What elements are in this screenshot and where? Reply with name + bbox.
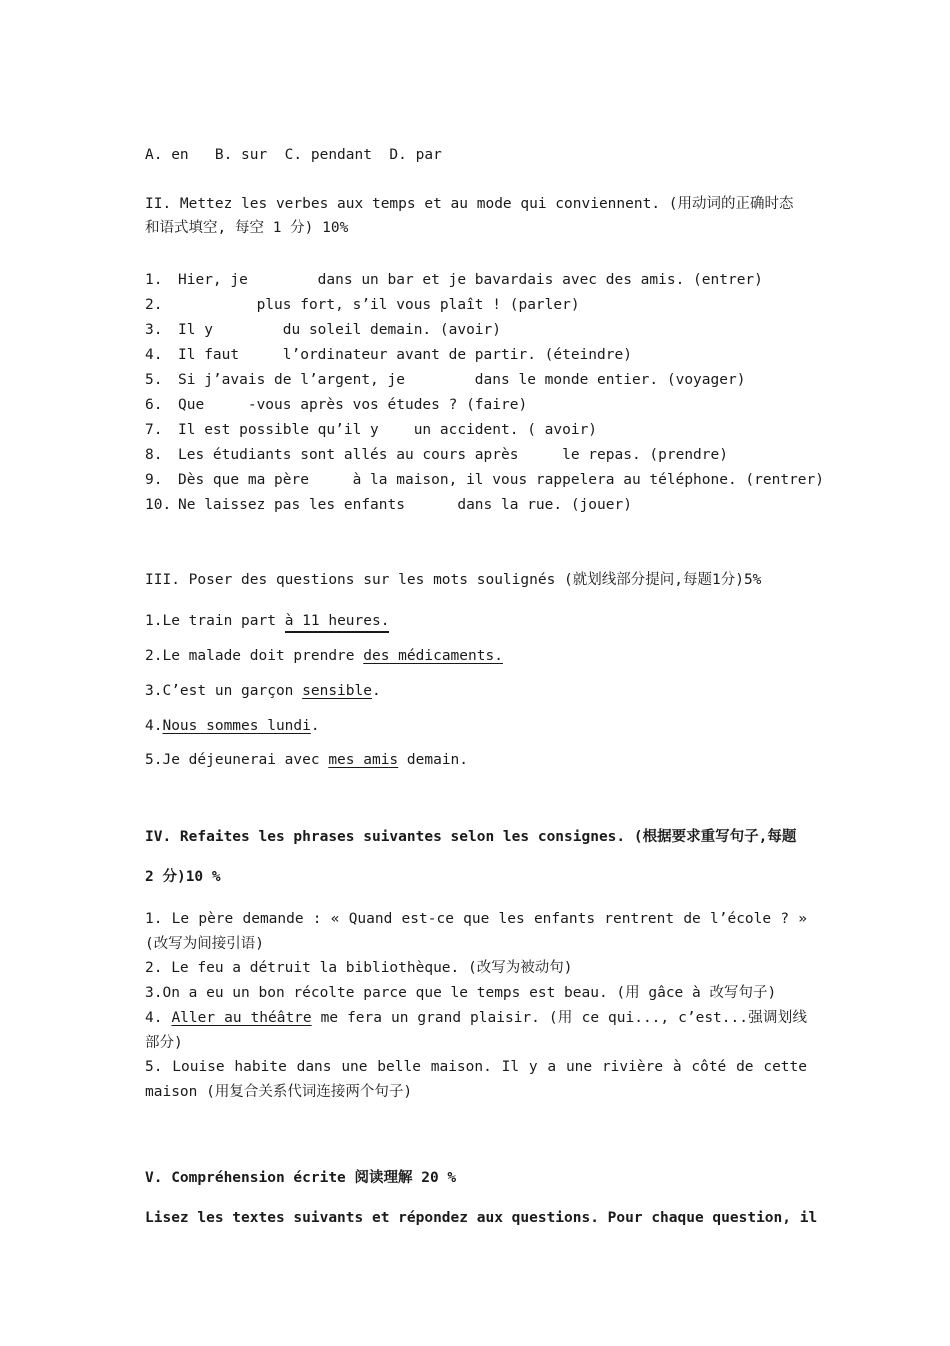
section2-item xyxy=(145,420,597,440)
choices-line: A. en B. sur C. pendant D. par xyxy=(145,147,442,163)
section2-item xyxy=(145,295,580,315)
section2-item xyxy=(145,370,745,390)
q1-text: 1.Le train part xyxy=(145,613,285,629)
section2-item xyxy=(145,495,632,515)
item-text: plus fort, s’il vous plaît ! (parler) xyxy=(178,297,580,313)
item-number: 6. xyxy=(145,397,163,413)
section5-title: V. Compréhension écrite 阅读理解 20 % xyxy=(145,1170,457,1186)
q1-underlined: à 11 heures. xyxy=(285,613,390,633)
item-number: 7. xyxy=(145,422,163,438)
q2-text: 2.Le malade doit prendre xyxy=(145,648,364,664)
item-number: 1. xyxy=(145,272,163,288)
q5-text-end: demain. xyxy=(398,752,469,768)
item-text: Que -vous après vos études ? (faire) xyxy=(178,397,528,413)
section3-question-5 xyxy=(145,750,468,770)
item-text: Hier, je dans un bar et je bavardais avec des amis. (entrer) xyxy=(178,272,763,288)
item-text: Il faut l’ordinateur avant de partir. (éteindre) xyxy=(178,347,632,363)
item4-text-end: me fera un grand plaisir. (用 ce qui..., c’est...强调划线部分) xyxy=(145,1010,807,1051)
section2-item xyxy=(145,320,501,340)
item-number: 2. xyxy=(145,297,163,313)
q5-underlined: mes amis xyxy=(328,752,399,768)
section2-item xyxy=(145,395,527,415)
item-number: 3. xyxy=(145,322,163,338)
q3-text-end: . xyxy=(371,683,381,699)
section4-item-5: 5. Louise habite dans une belle maison. Il y a une rivière à côté de cette maison (用复合关系代词连接两个句子) xyxy=(145,1059,807,1100)
item-number: 10. xyxy=(145,497,172,513)
section4-item-4 xyxy=(145,1006,807,1056)
item-text: Ne laissez pas les enfants dans la rue. (jouer) xyxy=(178,497,632,513)
section4-title-line1: IV. Refaites les phrases suivantes selon les consignes. (根据要求重写句子,每题 xyxy=(145,829,797,845)
section3-title: III. Poser des questions sur les mots soulignés (就划线部分提问,每题1分)5% xyxy=(145,572,762,588)
item-number: 5. xyxy=(145,372,163,388)
q2-underlined: des médicaments. xyxy=(363,648,503,664)
item-text: Dès que ma père à la maison, il vous rappelera au téléphone. (rentrer) xyxy=(178,472,825,488)
q4-text-end: . xyxy=(310,718,320,734)
q4-underlined: Nous sommes lundi xyxy=(162,718,311,734)
section3-question-3 xyxy=(145,681,381,701)
item-number: 4. xyxy=(145,347,163,363)
q4-text: 4. xyxy=(145,718,163,734)
section3-question-4 xyxy=(145,716,320,736)
q3-underlined: sensible xyxy=(302,683,372,699)
item-text: Il est possible qu’il y un accident. ( avoir) xyxy=(178,422,598,438)
item-number: 8. xyxy=(145,447,163,463)
item-text: Les étudiants sont allés au cours après le repas. (prendre) xyxy=(178,447,728,463)
item4-text: 4. xyxy=(145,1010,172,1026)
item-text: Si j’avais de l’argent, je dans le monde entier. (voyager) xyxy=(178,372,746,388)
section4-item-1: 1. Le père demande : « Quand est-ce que les enfants rentrent de l’école ? » (改写为间接引语) xyxy=(145,911,807,952)
item4-underlined: Aller au théâtre xyxy=(171,1010,312,1026)
section2-item xyxy=(145,270,763,290)
section4-item-2: 2. Le feu a détruit la bibliothèque. (改写为被动句) xyxy=(145,960,573,976)
q5-text: 5.Je déjeunerai avec xyxy=(145,752,329,768)
item-number: 9. xyxy=(145,472,163,488)
section2-item xyxy=(145,470,824,490)
section2-title: II. Mettez les verbes aux temps et au mode qui conviennent. (用动词的正确时态和语式填空, 每空 1 分) 10% xyxy=(145,196,794,236)
section2-item xyxy=(145,345,632,365)
item-text: Il y du soleil demain. (avoir) xyxy=(178,322,502,338)
section5-intro: Lisez les textes suivants et répondez aux questions. Pour chaque question, il xyxy=(145,1210,818,1226)
section3-question-1 xyxy=(145,611,389,631)
section2-item xyxy=(145,445,728,465)
q3-text: 3.C’est un garçon xyxy=(145,683,303,699)
section3-question-2 xyxy=(145,646,503,666)
section4-title-line2: 2 分)10 % xyxy=(145,869,221,885)
section4-item-3: 3.On a eu un bon récolte parce que le temps est beau. (用 gâce à 改写句子) xyxy=(145,985,777,1001)
